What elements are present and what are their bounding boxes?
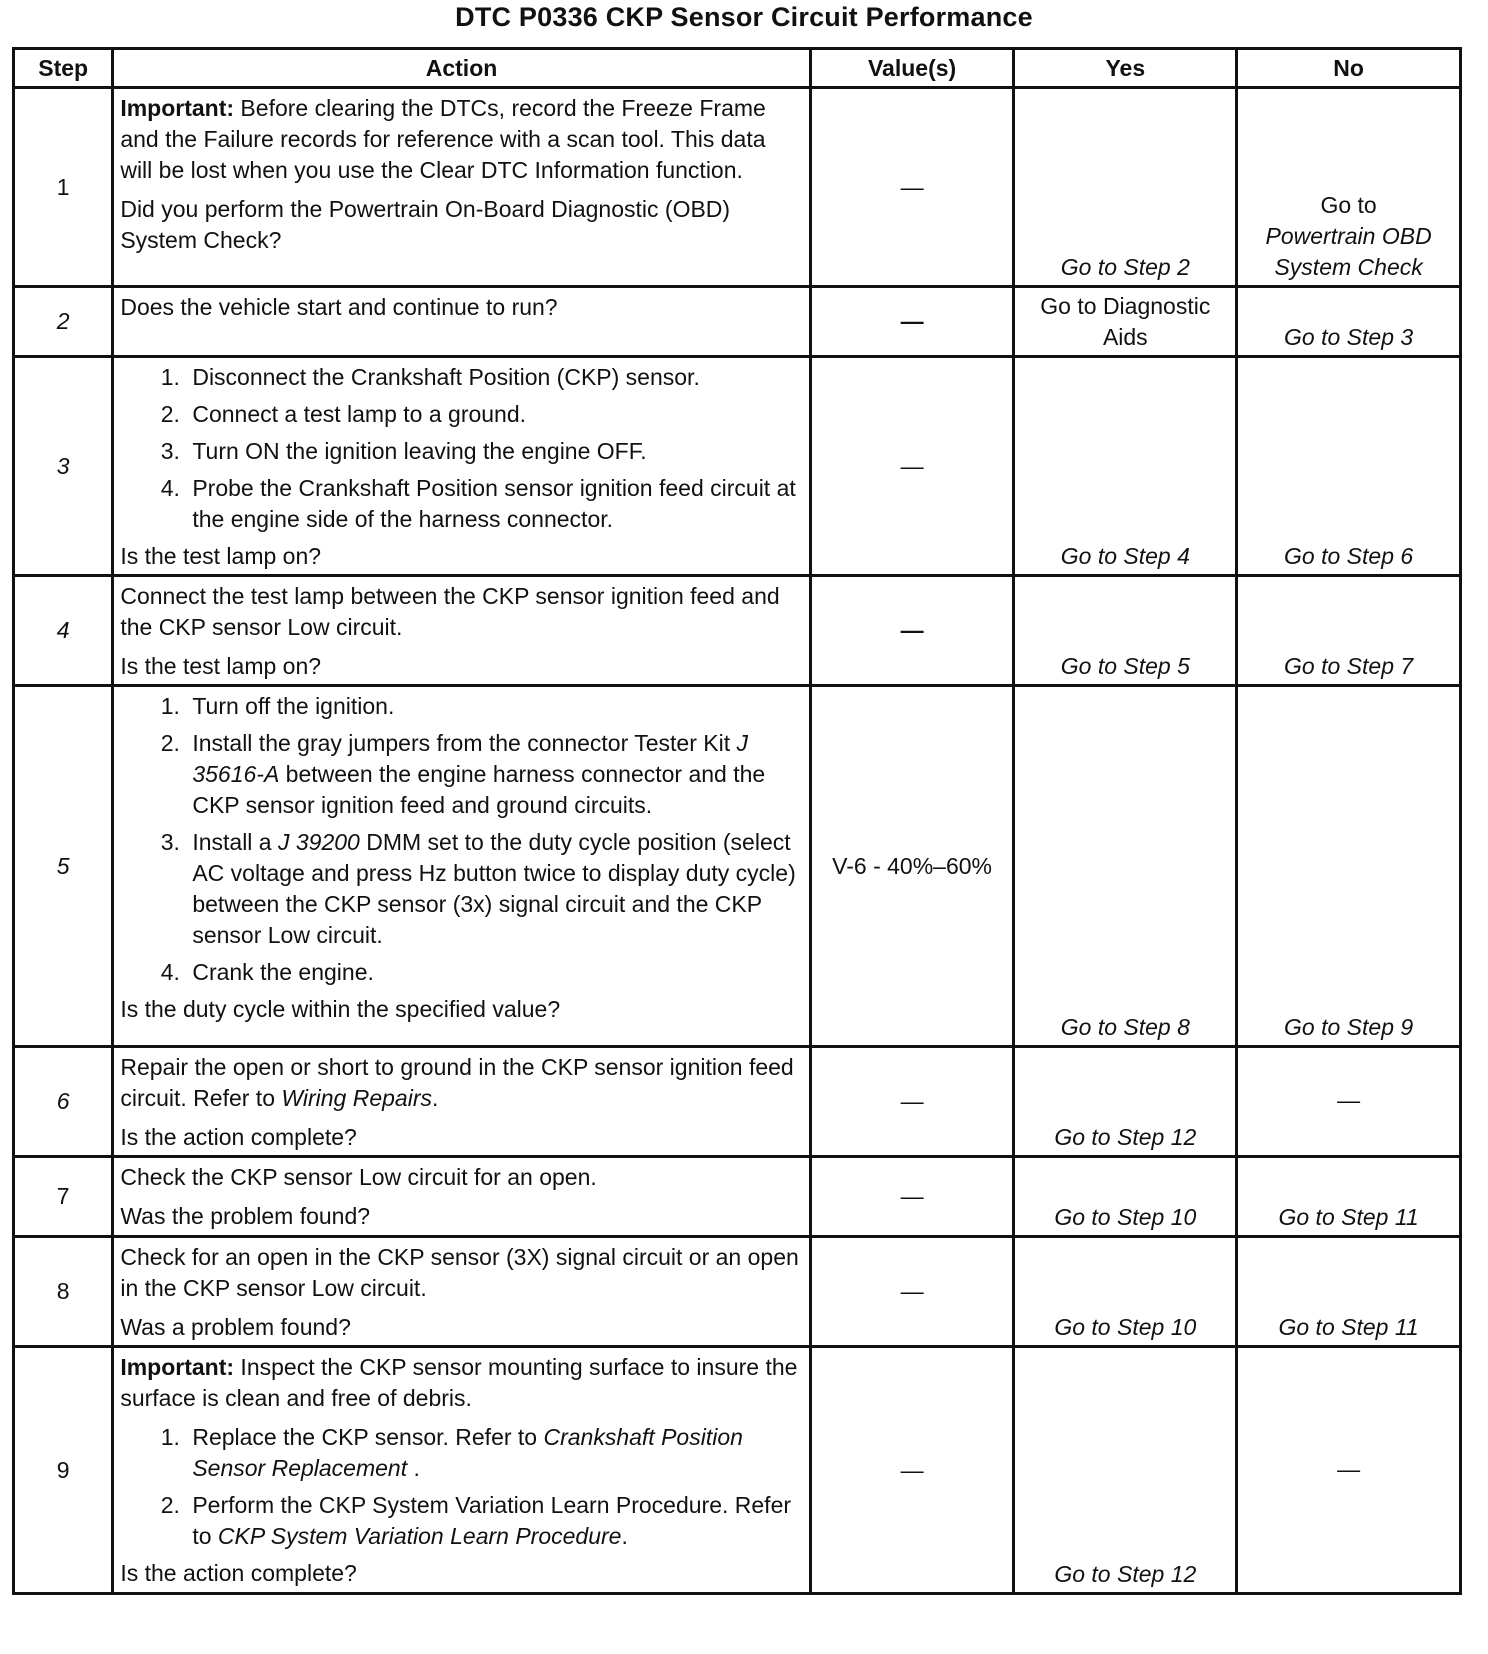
step-number: 1 [14,88,113,287]
manual-reference: Wiring Repairs [281,1085,432,1111]
no-cell: Go to Step 9 [1237,686,1461,1047]
item-text: . [621,1523,628,1549]
action-cell [113,1157,810,1237]
item-text: Replace the CKP sensor. Refer to [192,1424,544,1450]
question-text: Did you perform the Powertrain On-Board Diagnostic (OBD) System Check? [120,196,731,253]
no-cell [1237,88,1461,287]
table-row [14,287,1461,357]
important-note [120,93,802,186]
procedure-list [120,691,802,988]
action-cell [113,287,810,357]
no-cell: Go to Step 7 [1237,576,1461,686]
list-item [186,1422,802,1484]
table-row [14,686,1461,1047]
no-reference: Powertrain OBD System Check [1265,223,1432,280]
yes-cell: Go to Step 5 [1014,576,1237,686]
value-cell: — [810,88,1014,287]
step-number: 8 [14,1237,113,1347]
value-cell: — [810,1047,1014,1157]
question-text: Does the vehicle start and continue to run? [120,294,558,320]
list-item: 3. Turn ON the ignition leaving the engine OFF. [186,436,802,467]
item-text: DMM set to the duty cycle position (select AC voltage and press Hz button twice to display duty cycle) between the CKP sensor (3x) signal circuit and the CKP sensor Low circuit. [192,829,796,948]
action-text: Connect the test lamp between the CKP sensor ignition feed and the CKP sensor Low circuit. [120,583,780,640]
item-text: Perform the CKP System Variation Learn Procedure. Refer to [192,1492,792,1549]
action-cell [113,1047,810,1157]
no-cell: Go to Step 3 [1237,287,1461,357]
action-cell [113,576,810,686]
step-number: 9 [14,1347,113,1594]
header-step: Step [14,49,113,88]
question-text: Was a problem found? [120,1314,351,1340]
yes-cell: Go to Step 8 [1014,686,1237,1047]
important-text: Inspect the CKP sensor mounting surface to insure the surface is clean and free of debris. [120,1354,798,1411]
table-row [14,1347,1461,1594]
step-number: 2 [14,287,113,357]
important-note [120,1352,802,1414]
no-cell: — [1237,1347,1461,1594]
value-cell: — [810,287,1014,357]
question-text: Is the test lamp on? [120,543,322,569]
list-item [186,728,802,821]
important-text: Before clearing the DTCs, record the Freeze Frame and the Failure records for reference with a scan tool. This data will be lost when you use the Clear DTC Information function. [120,95,766,183]
item-text: Install the gray jumpers from the connector Tester Kit [192,730,737,756]
table-row [14,357,1461,576]
manual-reference: Crankshaft Position Sensor Replacement [192,1424,743,1481]
question-text: Was the problem found? [120,1203,371,1229]
table-row [14,1047,1461,1157]
procedure-list [120,362,802,535]
header-yes: Yes [1014,49,1237,88]
value-cell: — [810,576,1014,686]
yes-cell: Go to Step 10 [1014,1157,1237,1237]
action-text-part: . [432,1085,439,1111]
step-number: 4 [14,576,113,686]
yes-cell: Go to Diagnostic Aids [1014,287,1237,357]
value-cell: — [810,357,1014,576]
question-text: Is the action complete? [120,1560,357,1586]
table-header-row [14,49,1461,88]
step-number: 7 [14,1157,113,1237]
no-cell: Go to Step 11 [1237,1237,1461,1347]
yes-cell: Go to Step 12 [1014,1047,1237,1157]
value-cell: — [810,1237,1014,1347]
list-item: 4. Crank the engine. [186,957,802,988]
action-text-part: Repair the open or short to ground in the CKP sensor ignition feed circuit. Refer to [120,1054,794,1111]
action-text: Check for an open in the CKP sensor (3X) signal circuit or an open in the CKP sensor Low circuit. [120,1244,799,1301]
no-prefix: Go to [1320,192,1377,218]
table-row [14,1237,1461,1347]
step-number: 6 [14,1047,113,1157]
value-cell: V-6 - 40%–60% [810,686,1014,1047]
yes-cell: Go to Step 10 [1014,1237,1237,1347]
procedure-list [120,1422,802,1552]
item-text: . [407,1455,420,1481]
step-number: 5 [14,686,113,1047]
page-title: DTC P0336 CKP Sensor Circuit Performance [455,2,1033,32]
list-item [186,827,802,951]
table-row [14,576,1461,686]
list-item: 4. Probe the Crankshaft Position sensor ignition feed circuit at the engine side of the harness connector. [186,473,802,535]
diagnostic-table [12,47,1462,1595]
value-cell: — [810,1347,1014,1594]
no-cell: Go to Step 6 [1237,357,1461,576]
header-action: Action [113,49,810,88]
list-item: 1. Disconnect the Crankshaft Position (CKP) sensor. [186,362,802,393]
table-row [14,88,1461,287]
action-cell [113,686,810,1047]
item-text: between the engine harness connector and the CKP sensor ignition feed and ground circuits. [192,761,766,818]
question-text: Is the duty cycle within the specified value? [120,996,561,1022]
list-item: 1. Turn off the ignition. [186,691,802,722]
no-cell: Go to Step 11 [1237,1157,1461,1237]
action-cell [113,88,810,287]
important-label: Important: [120,1354,235,1380]
tool-reference: J 39200 [277,829,360,855]
action-cell [113,1237,810,1347]
important-label: Important: [120,95,235,121]
value-cell: — [810,1157,1014,1237]
header-values: Value(s) [810,49,1014,88]
list-item: 2. Connect a test lamp to a ground. [186,399,802,430]
yes-cell: Go to Step 12 [1014,1347,1237,1594]
item-text: Install a [192,829,278,855]
yes-cell: Go to Step 4 [1014,357,1237,576]
table-row [14,1157,1461,1237]
yes-cell: Go to Step 2 [1014,88,1237,287]
action-cell [113,357,810,576]
question-text: Is the test lamp on? [120,653,322,679]
tool-reference: J 35616-A [192,730,748,787]
step-number: 3 [14,357,113,576]
no-cell: — [1237,1047,1461,1157]
question-text: Is the action complete? [120,1124,357,1150]
header-no: No [1237,49,1461,88]
manual-reference: CKP System Variation Learn Procedure [217,1523,622,1549]
action-text [120,1052,802,1114]
action-cell [113,1347,810,1594]
action-text: Check the CKP sensor Low circuit for an open. [120,1164,597,1190]
list-item [186,1490,802,1552]
